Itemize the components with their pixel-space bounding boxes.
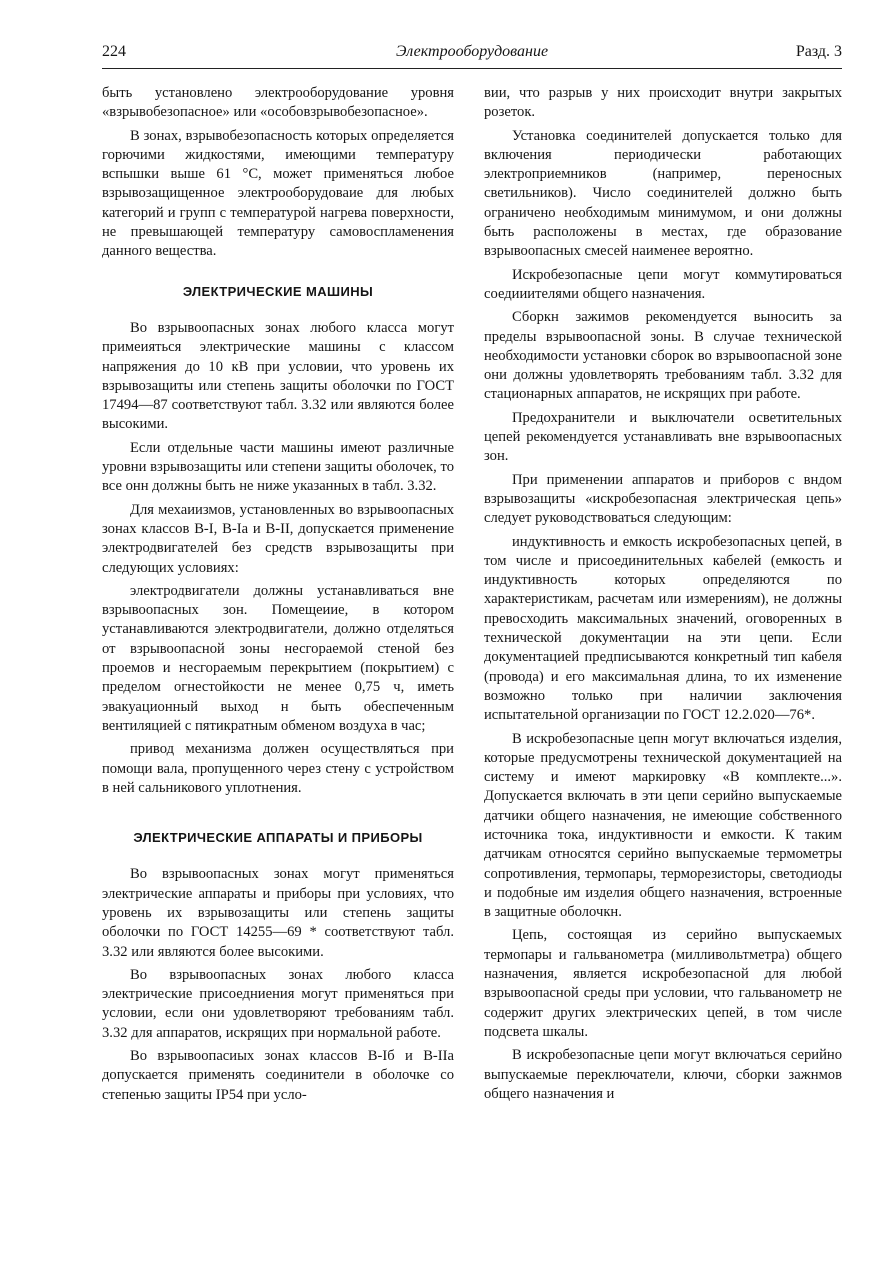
paragraph: В искробезопасные цепи могут включаться серийно выпускаемые переключатели, ключи, сборки зажнмов общего назначения и xyxy=(484,1047,842,1102)
paragraph: При применении аппаратов и приборов с вндом взрывозащиты «искробезопасная электрическая цепь» следует руководствоваться следующим: xyxy=(484,471,842,527)
paragraph: привод механизма должен осуществляться при помощи вала, пропущенного через стену с устройством в ней сальникового уплотнения. xyxy=(102,741,454,796)
paragraph: Во взрывоопасных зонах могут применяться электрические аппараты и приборы при условиях, что уровень их взрывозащиты или степень защиты оболочки по ГОСТ 14255—69 * соответствуют табл. 3.32 или являются более высокими. xyxy=(102,866,454,960)
section-heading-machines: ЭЛЕКТРИЧЕСКИЕ МАШИНЫ xyxy=(182,283,374,299)
paragraph: В искробезопасные цепн могут включаться изделия, которые предусмотрены технической документацией на систему и имеют маркировку «В комплекте...». Допускается включать в эти цепи серийно выпускаемые датчики общего назначения, не имеющие собственного источника тока, индуктивности и емкости. К таким датчикам относятся серийно выпускаемые термометры сопротивления, термопары, терморезисторы, светодиоды и подобные им изделия общего назначения, встроенные в защитные оболочкн. xyxy=(484,730,842,921)
right-column xyxy=(484,84,842,1104)
running-title: Электрооборудование xyxy=(395,43,549,60)
paragraph: Цепь, состоящая из серийно выпускаемых термопары и гальванометра (милливольтметра) общего назначения, является искробезопасной для любой взрывоопасной среды при условии, что гальванометр не содержит других электрических цепей, в том числе подсвета шкалы. xyxy=(484,927,842,1040)
paragraph: Искробезопасные цепи могут коммутироваться соедииителями общего назначения. xyxy=(484,266,842,302)
paragraph: электродвигатели должны устанавливаться вне взрывоопасных зон. Помещеиие, в котором устанавливаются электродвигатели, должно отделяться от взрывоопасной зоны несгораемой стеной без проемов и несгораемым перекрытием (покрытием) с пределом огнестойкости не менее 0,75 ч, иметь эвакуационный выход н быть обеспеченным вентиляцией с пятикратным обменом воздуха в час; xyxy=(102,582,454,734)
section-heading-apparatus: ЭЛЕКТРИЧЕСКИЕ АППАРАТЫ И ПРИБОРЫ xyxy=(133,830,423,846)
paragraph: быть установлено электрооборудование уровня «взрывобезопасное» или «особовзрывобезопасное». xyxy=(102,85,454,121)
section-label: Разд. 3 xyxy=(795,43,842,60)
paragraph: Сборкн зажимов рекомендуется выносить за пределы взрывоопасной зоны. В случае технической необходимости установки сборок во взрывоопасной зоне они должны удовлетворять требованиям табл. 3.32 для стационарных аппаратов, не искрящих при работе. xyxy=(484,309,842,403)
paragraph: Во взрывоопасных зонах любого класса электрические присоедниения могут применяться при условии, если они удовлетворяют требованиям табл. 3.32 для аппаратов, искрящих при нормальной работе. xyxy=(102,966,454,1041)
paragraph: Для мехаиизмов, установленных во взрывоопасных зонах классов В-I, В-Iа и В-II, допускается применение электродвигателей без средств взрывозащиты при следующих условиях: xyxy=(102,501,454,576)
paragraph: Во взрывоопасных зонах любого класса могут примеияться электрические машины с классом напряжения до 10 кВ при условии, что уровень их взрывозащиты или степень защиты оболочки по ГОСТ 17494—87 соответствуют табл. 3.32 или являются более высокими. xyxy=(102,319,454,433)
paragraph: вии, что разрыв у них происходит внутри закрытых розеток. xyxy=(484,85,842,121)
page-number: 224 xyxy=(102,43,126,60)
paragraph: Установка соединителей допускается только для включения периодически работающих электроприемников (например, переносных светильников). Число соединителей должно быть ограничено необходимым минимумом, и они должны быть расположены в местах, где образование взрывоопасных смесей наименее вероятно. xyxy=(484,127,842,260)
paragraph: Если отдельные части машины имеют различные уровни взрывозащиты или степени защиты оболочек, то все онн должны быть не ниже указанных в табл. 3.32. xyxy=(102,439,454,495)
paragraph: Во взрывоопасиых зонах классов В-Iб и В-IIа допускается применять соединители в оболочке со степенью защиты IP54 при усло- xyxy=(102,1048,454,1103)
paragraph: В зонах, взрывобезопасность которых определяется горючими жидкостями, имеющими температуру вспышки выше 61 °С, может применяться любое взрывозащищенное электрооборудоваие для любых категорий и групп с температурой нагрева поверхности, не превышающей температуру самовоспламенения данного вещества. xyxy=(102,127,454,260)
left-column xyxy=(102,84,454,1105)
paragraph: индуктивность и емкость искробезопасных цепей, в том числе и присоединительных кабелей (емкость и индуктивность которых определяются по характеристикам, расчетам или измерениям), не должны превосходить максимальных значений, оговоренных в технической документации на эти цепи. Если документацией предписываются конкретный тип кабеля (провода) и его максимальная длина, то их изменение возможно только при наличии заключения испытательной организации по ГОСТ 12.2.020—76*. xyxy=(484,533,842,724)
paragraph: Предохранители и выключатели осветительных цепей рекомендуется устанавливать вне взрывоопасных зон. xyxy=(484,409,842,465)
running-header xyxy=(102,40,842,69)
